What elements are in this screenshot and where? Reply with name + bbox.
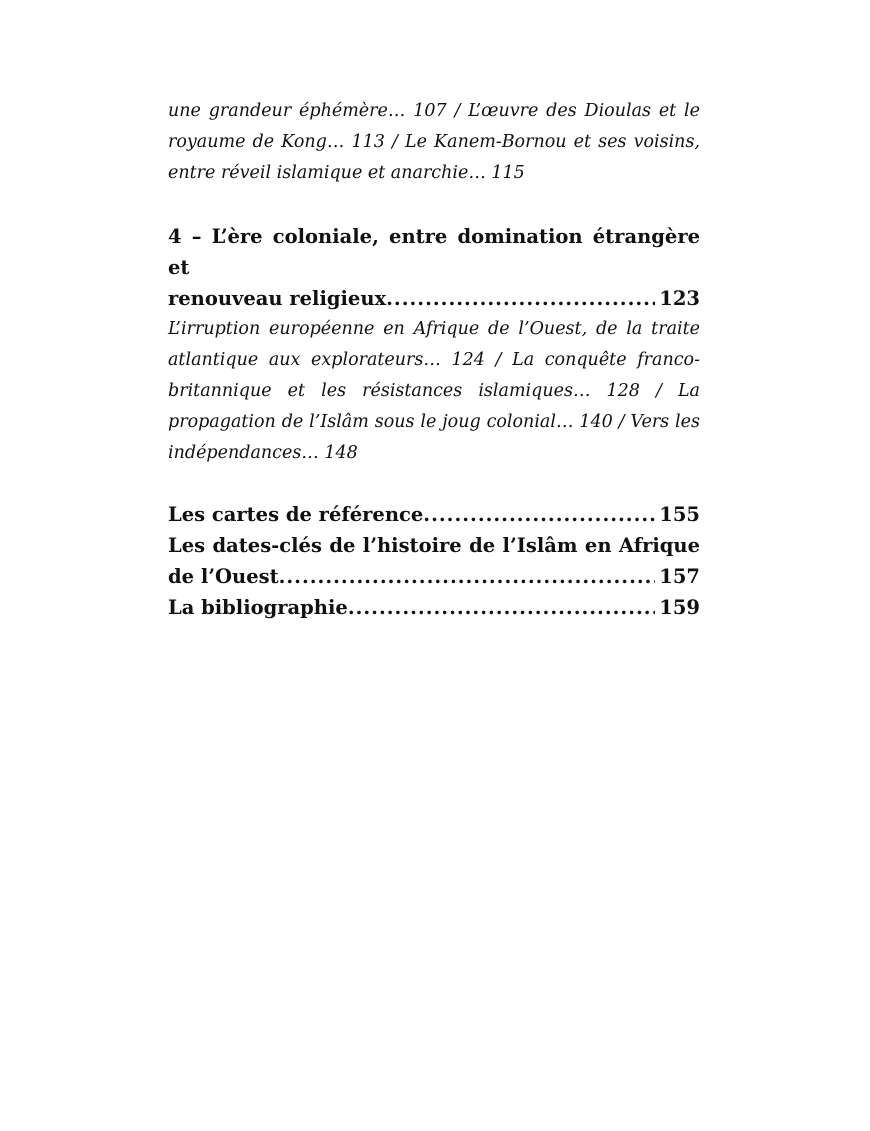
chapter-4-title-line: 4 – L’ère coloniale, entre domination étrangère et <box>168 225 700 279</box>
chapter-4-page-number: 123 <box>659 287 700 310</box>
toc-page <box>168 96 700 623</box>
back-matter-entries <box>168 499 700 623</box>
chapter-3-summary-continuation <box>168 96 700 189</box>
summary-line: atlantique aux explorateurs… 124 / La conquête franco- <box>168 350 700 370</box>
chapter-4-summary <box>168 314 700 469</box>
chapter-4-entry <box>168 221 700 469</box>
toc-entry-title-line: Les dates-clés de l’histoire de l’Islâm en Afrique <box>168 534 700 557</box>
chapter-4-title-end: renouveau religieux <box>168 287 387 310</box>
toc-entry-page-number: 155 <box>659 503 700 526</box>
summary-line: L’irruption européenne en Afrique de l’Ouest, de la traite <box>168 319 700 339</box>
toc-entry-page-number: 157 <box>659 565 700 588</box>
dot-leader <box>279 561 656 592</box>
summary-line: propagation de l’Islâm sous le joug colonial… 140 / Vers les <box>168 412 700 432</box>
toc-entry-title: Les cartes de référence <box>168 503 424 526</box>
summary-line: royaume de Kong… 113 / Le Kanem-Bornou et ses voisins, <box>168 132 700 152</box>
toc-entry-page-number: 159 <box>659 596 700 619</box>
toc-entry-title-toc-line <box>168 561 700 592</box>
dot-leader <box>348 592 655 623</box>
toc-entry-dates <box>168 530 700 592</box>
summary-line: indépendances… 148 <box>168 443 358 463</box>
toc-entry-bibliography <box>168 592 700 623</box>
toc-entry-title-end: de l’Ouest <box>168 565 279 588</box>
summary-line: britannique et les résistances islamiques… 128 / La <box>168 381 700 401</box>
toc-entry-title: La bibliographie <box>168 596 348 619</box>
summary-line: une grandeur éphémère… 107 / L’œuvre des Dioulas et le <box>168 101 700 121</box>
toc-entry-maps <box>168 499 700 530</box>
summary-line: entre réveil islamique et anarchie… 115 <box>168 163 525 183</box>
chapter-4-title-toc-line <box>168 283 700 314</box>
dot-leader <box>386 283 655 314</box>
dot-leader <box>423 499 655 530</box>
